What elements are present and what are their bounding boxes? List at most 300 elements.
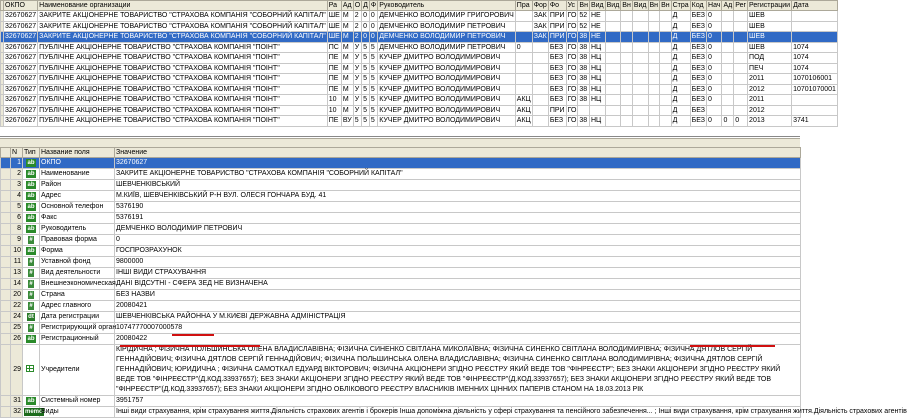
- cell-c16[interactable]: [648, 116, 660, 127]
- field-value[interactable]: М.КИЇВ, ШЕВЧЕНКІВСЬКИЙ Р-Н ВУЛ. ОЛЕСЯ ГОНЧАРА БУД. 41: [115, 191, 801, 202]
- cell-c12[interactable]: НЦ: [589, 116, 605, 127]
- field-row[interactable]: [1, 180, 801, 191]
- cell-c21[interactable]: 0: [722, 116, 734, 127]
- cell-c22[interactable]: [734, 95, 748, 106]
- cell-c7[interactable]: АКЦ: [516, 117, 531, 124]
- cell-c22[interactable]: [734, 42, 748, 53]
- cell-c1[interactable]: ШЕ: [328, 22, 340, 30]
- cell-c24[interactable]: [792, 95, 838, 106]
- cell-c21[interactable]: [722, 42, 734, 53]
- column-header[interactable]: Значение: [115, 148, 801, 158]
- field-row[interactable]: [1, 290, 801, 301]
- cell-c10[interactable]: ГО: [567, 117, 577, 124]
- cell-c5[interactable]: 5: [369, 74, 377, 85]
- cell-c17[interactable]: [660, 74, 672, 85]
- cell-c2[interactable]: М: [341, 21, 353, 32]
- cell-c4[interactable]: 5: [362, 53, 370, 64]
- field-row[interactable]: [1, 246, 801, 257]
- cell-c16[interactable]: [648, 53, 660, 64]
- cell-c15[interactable]: [632, 116, 648, 127]
- cell-c3[interactable]: У: [353, 74, 361, 85]
- cell-c4[interactable]: 5: [362, 84, 370, 95]
- cell-c14[interactable]: [621, 32, 633, 43]
- cell-c11[interactable]: 38: [578, 53, 590, 64]
- column-header[interactable]: Вид: [633, 2, 647, 9]
- cell-c5[interactable]: 5: [369, 53, 377, 64]
- cell-c13[interactable]: [605, 116, 621, 127]
- cell-head[interactable]: ДЕМЧЕНКО ВОЛОДИМИР ПЕТРОВИЧ: [378, 21, 516, 32]
- cell-name[interactable]: ПУБЛІЧНЕ АКЦІОНЕРНЕ ТОВАРИСТВО "СТРАХОВА КОМПАНІЯ "ПОІНТ": [38, 74, 328, 85]
- cell-c19[interactable]: БЕЗ: [691, 106, 706, 114]
- cell-c15[interactable]: [632, 11, 648, 22]
- cell-c4[interactable]: 0: [362, 32, 370, 43]
- cell-c18[interactable]: Д: [671, 53, 690, 64]
- column-header[interactable]: Ра: [327, 1, 341, 11]
- cell-c8[interactable]: [532, 42, 548, 53]
- cell-c9[interactable]: БЕЗ: [548, 84, 566, 95]
- cell-c17[interactable]: [660, 53, 672, 64]
- field-value[interactable]: 5376191: [115, 213, 801, 224]
- field-value[interactable]: 5376190: [115, 202, 801, 213]
- cell-c17[interactable]: [660, 84, 672, 95]
- cell-c15[interactable]: [632, 95, 648, 106]
- cell-c8[interactable]: [532, 63, 548, 74]
- column-header[interactable]: Нач: [708, 2, 721, 9]
- field-value[interactable]: ЗАКРИТЕ АКЦІОНЕРНЕ ТОВАРИСТВО "СТРАХОВА КОМПАНІЯ "СОБОРНИЙ КАПІТАЛ": [115, 169, 801, 180]
- cell-c14[interactable]: [621, 116, 633, 127]
- column-header[interactable]: Стра: [672, 2, 689, 9]
- row-indicator[interactable]: [1, 334, 11, 345]
- cell-okpo[interactable]: 32670627: [5, 64, 37, 72]
- cell-c11[interactable]: 38: [578, 95, 590, 106]
- cell-head[interactable]: ДЕМЧЕНКО ВОЛОДИМИР ГРИГОРОВИЧ: [379, 12, 514, 19]
- cell-c12[interactable]: НЦ: [589, 84, 605, 95]
- cell-c3[interactable]: У: [353, 63, 361, 74]
- cell-c4[interactable]: 0: [362, 21, 370, 32]
- cell-head[interactable]: КУЧЕР ДМИТРО ВОЛОДИМИРОВИЧ: [378, 95, 516, 106]
- cell-c7[interactable]: [515, 32, 532, 43]
- cell-c3[interactable]: У: [353, 105, 361, 116]
- cell-c13[interactable]: [605, 63, 621, 74]
- cell-c12[interactable]: НЦ: [589, 53, 605, 64]
- cell-c3[interactable]: 2: [353, 21, 361, 32]
- cell-c20[interactable]: 0: [707, 11, 722, 22]
- cell-c14[interactable]: [621, 53, 633, 64]
- cell-name[interactable]: ПУБЛІЧНЕ АКЦІОНЕРНЕ ТОВАРИСТВО "СТРАХОВА КОМПАНІЯ "ПОІНТ": [38, 53, 328, 64]
- cell-c12[interactable]: НЦ: [589, 42, 605, 53]
- cell-c20[interactable]: 0: [707, 53, 722, 64]
- field-row[interactable]: [1, 396, 801, 407]
- cell-c2[interactable]: М: [341, 32, 353, 43]
- column-header[interactable]: Вн: [622, 2, 631, 9]
- cell-c23[interactable]: 2011: [748, 74, 792, 85]
- cell-name[interactable]: ПУБЛІЧНЕ АКЦІОНЕРНЕ ТОВАРИСТВО "СТРАХОВА КОМПАНІЯ "ПОІНТ": [38, 63, 328, 74]
- cell-c19[interactable]: БЕЗ: [691, 33, 706, 40]
- organization-row[interactable]: [1, 42, 838, 53]
- cell-c22[interactable]: [734, 11, 748, 22]
- cell-c4[interactable]: 5: [362, 105, 370, 116]
- cell-c13[interactable]: [605, 53, 621, 64]
- organization-row[interactable]: [1, 116, 838, 127]
- cell-c7[interactable]: [515, 11, 532, 22]
- cell-name[interactable]: ЗАКРИТЕ АКЦІОНЕРНЕ ТОВАРИСТВО "СТРАХОВА КОМПАНІЯ "СОБОРНИЙ КАПІТАЛ": [39, 22, 326, 30]
- cell-okpo[interactable]: 32670627: [5, 85, 37, 93]
- cell-c2[interactable]: М: [341, 74, 353, 85]
- cell-c22[interactable]: [734, 53, 748, 64]
- field-value[interactable]: 20080422: [115, 334, 801, 345]
- row-indicator[interactable]: [1, 224, 11, 235]
- column-header[interactable]: Ус: [566, 1, 578, 11]
- cell-c1[interactable]: ПЕ: [327, 84, 341, 95]
- cell-c5[interactable]: 5: [369, 105, 377, 116]
- cell-c24[interactable]: [792, 11, 838, 22]
- column-header[interactable]: О: [354, 2, 361, 9]
- cell-c8[interactable]: [532, 95, 548, 106]
- cell-head[interactable]: КУЧЕР ДМИТРО ВОЛОДИМИРОВИЧ: [378, 116, 516, 127]
- cell-c21[interactable]: [722, 105, 734, 116]
- cell-c16[interactable]: [648, 84, 660, 95]
- cell-c23[interactable]: 2011: [748, 95, 792, 106]
- field-value[interactable]: ДЕМЧЕНКО ВОЛОДИМИР ПЕТРОВИЧ: [115, 224, 801, 235]
- cell-c19[interactable]: БЕЗ: [691, 64, 706, 72]
- cell-c9[interactable]: БЕЗ: [548, 53, 566, 64]
- column-header[interactable]: Вн: [579, 2, 588, 9]
- cell-c8[interactable]: [532, 74, 548, 85]
- cell-c7[interactable]: [515, 53, 532, 64]
- cell-c2[interactable]: М: [341, 53, 353, 64]
- cell-c23[interactable]: 2013: [748, 116, 792, 127]
- cell-c17[interactable]: [660, 42, 672, 53]
- row-indicator[interactable]: [1, 345, 11, 396]
- cell-c13[interactable]: [605, 32, 621, 43]
- cell-c1[interactable]: 10: [327, 105, 341, 116]
- organization-row[interactable]: [1, 84, 838, 95]
- cell-c14[interactable]: [621, 21, 633, 32]
- cell-c7[interactable]: [515, 74, 532, 85]
- cell-c10[interactable]: ГО: [567, 33, 577, 40]
- field-row[interactable]: [1, 224, 801, 235]
- column-header[interactable]: Тип: [23, 148, 40, 158]
- organization-row[interactable]: [1, 95, 838, 106]
- cell-c10[interactable]: ГО: [567, 106, 577, 114]
- cell-c4[interactable]: 5: [362, 42, 370, 53]
- cell-c22[interactable]: 0: [734, 116, 748, 127]
- cell-c18[interactable]: Д: [671, 32, 690, 43]
- cell-c18[interactable]: Д: [671, 95, 690, 106]
- cell-c12[interactable]: НЕ: [589, 32, 605, 43]
- column-header[interactable]: Фо: [548, 1, 566, 11]
- field-row[interactable]: [1, 235, 801, 246]
- cell-c16[interactable]: [648, 21, 660, 32]
- cell-c3[interactable]: У: [353, 42, 361, 53]
- cell-c13[interactable]: [605, 84, 621, 95]
- cell-c19[interactable]: БЕЗ: [691, 22, 706, 30]
- cell-c16[interactable]: [648, 11, 660, 22]
- cell-c1[interactable]: ШЕ: [328, 33, 340, 40]
- cell-c21[interactable]: [722, 21, 734, 32]
- cell-c24[interactable]: [792, 105, 838, 116]
- row-indicator[interactable]: [1, 169, 11, 180]
- field-value[interactable]: БЕЗ НАЗВИ: [115, 290, 801, 301]
- column-header[interactable]: Вн: [661, 2, 670, 9]
- field-value[interactable]: 3951757: [115, 396, 801, 407]
- row-indicator[interactable]: [1, 407, 11, 418]
- row-indicator[interactable]: [1, 158, 11, 169]
- cell-c21[interactable]: [722, 74, 734, 85]
- row-indicator[interactable]: [1, 246, 11, 257]
- field-row[interactable]: [1, 345, 801, 396]
- cell-c7[interactable]: 0: [515, 42, 532, 53]
- field-row[interactable]: [1, 279, 801, 290]
- column-header[interactable]: Дата: [792, 1, 838, 11]
- cell-name[interactable]: ПУБЛІЧНЕ АКЦІОНЕРНЕ ТОВАРИСТВО "СТРАХОВА КОМПАНІЯ "ПОІНТ": [38, 116, 328, 127]
- row-indicator[interactable]: [1, 180, 11, 191]
- column-header[interactable]: Вид: [590, 2, 604, 9]
- column-header[interactable]: Рег: [735, 2, 747, 9]
- cell-c13[interactable]: [605, 11, 621, 22]
- field-value[interactable]: ІНШІ ВИДИ СТРАХУВАННЯ: [115, 268, 801, 279]
- cell-c23[interactable]: ШЕВ: [748, 32, 792, 43]
- organization-row[interactable]: [1, 63, 838, 74]
- cell-c21[interactable]: [722, 11, 734, 22]
- cell-c8[interactable]: ЗАК: [533, 33, 547, 40]
- cell-c2[interactable]: М: [341, 42, 353, 53]
- field-row[interactable]: [1, 301, 801, 312]
- column-header[interactable]: Ад: [342, 2, 352, 9]
- cell-c14[interactable]: [621, 63, 633, 74]
- field-value[interactable]: 32670627: [115, 158, 801, 169]
- organization-row[interactable]: [1, 32, 838, 43]
- cell-c17[interactable]: [660, 116, 672, 127]
- cell-c19[interactable]: БЕЗ: [691, 85, 706, 93]
- field-value[interactable]: ГОСПРОЗРАХУНОК: [115, 246, 801, 257]
- column-header[interactable]: Название поля: [40, 148, 115, 158]
- cell-c22[interactable]: [734, 21, 748, 32]
- cell-c8[interactable]: [532, 84, 548, 95]
- organization-row[interactable]: [1, 105, 838, 116]
- organization-row[interactable]: [1, 21, 838, 32]
- cell-c17[interactable]: [660, 95, 672, 106]
- organization-row[interactable]: [1, 53, 838, 64]
- cell-c23[interactable]: ШЕВ: [748, 11, 792, 22]
- cell-c19[interactable]: БЕЗ: [691, 54, 706, 61]
- field-row[interactable]: [1, 191, 801, 202]
- cell-c14[interactable]: [621, 95, 633, 106]
- cell-c22[interactable]: [734, 74, 748, 85]
- cell-c24[interactable]: [792, 32, 838, 43]
- cell-c11[interactable]: 38: [578, 32, 590, 43]
- cell-c4[interactable]: 0: [362, 11, 370, 22]
- field-value[interactable]: ДАНІ ВІДСУТНІ - СФЕРА ЗЕД НЕ ВИЗНАЧЕНА: [115, 279, 801, 290]
- cell-c19[interactable]: БЕЗ: [691, 117, 706, 124]
- cell-c15[interactable]: [632, 53, 648, 64]
- field-row[interactable]: [1, 169, 801, 180]
- column-header[interactable]: Д: [363, 2, 368, 9]
- cell-head[interactable]: КУЧЕР ДМИТРО ВОЛОДИМИРОВИЧ: [378, 105, 516, 116]
- cell-c5[interactable]: 0: [369, 21, 377, 32]
- field-row[interactable]: [1, 257, 801, 268]
- cell-okpo[interactable]: 32670627: [5, 22, 37, 30]
- cell-okpo[interactable]: 32670627: [5, 54, 37, 61]
- cell-c5[interactable]: 5: [369, 116, 377, 127]
- cell-name[interactable]: ПУБЛІЧНЕ АКЦІОНЕРНЕ ТОВАРИСТВО "СТРАХОВА КОМПАНІЯ "ПОІНТ": [38, 42, 328, 53]
- cell-c14[interactable]: [621, 74, 633, 85]
- cell-c3[interactable]: 2: [353, 11, 361, 22]
- cell-c10[interactable]: ГО: [567, 22, 577, 30]
- cell-c14[interactable]: [621, 84, 633, 95]
- cell-c20[interactable]: 0: [707, 32, 722, 43]
- cell-c18[interactable]: Д: [671, 116, 690, 127]
- cell-c9[interactable]: БЕЗ: [548, 42, 566, 53]
- row-indicator[interactable]: [1, 312, 11, 323]
- cell-c16[interactable]: [648, 32, 660, 43]
- cell-c12[interactable]: НЦ: [589, 95, 605, 106]
- cell-c11[interactable]: 38: [578, 116, 590, 127]
- cell-c9[interactable]: БЕЗ: [548, 116, 566, 127]
- cell-c11[interactable]: 38: [578, 63, 590, 74]
- cell-head[interactable]: ДЕМЧЕНКО ВОЛОДИМИР ПЕТРОВИЧ: [378, 42, 516, 53]
- column-header[interactable]: Регистрации: [749, 2, 791, 9]
- cell-c10[interactable]: ГО: [567, 64, 577, 72]
- cell-c1[interactable]: 10: [327, 95, 341, 106]
- column-header[interactable]: Вид: [606, 2, 620, 9]
- cell-c20[interactable]: [707, 105, 722, 116]
- cell-c4[interactable]: 5: [362, 95, 370, 106]
- field-row[interactable]: [1, 334, 801, 345]
- cell-c12[interactable]: НЕ: [589, 11, 605, 22]
- cell-c20[interactable]: 0: [707, 63, 722, 74]
- cell-c1[interactable]: ПЕ: [327, 74, 341, 85]
- cell-c19[interactable]: БЕЗ: [691, 75, 706, 82]
- cell-c18[interactable]: Д: [671, 105, 690, 116]
- cell-c4[interactable]: 5: [362, 63, 370, 74]
- field-value[interactable]: 20080421: [115, 301, 801, 312]
- cell-c11[interactable]: 38: [578, 74, 590, 85]
- cell-c23[interactable]: ШЕВ: [748, 21, 792, 32]
- cell-c5[interactable]: 5: [369, 42, 377, 53]
- cell-c1[interactable]: ШЕ: [328, 12, 340, 19]
- field-value[interactable]: Інші види страхування, крім страхування життя.Діяльність страхових агентів і брокерів Інша допоміжна діяльність у сфері страхування та пенсійного забезпечення... ; Інші види страхування, крім страхування життя.Діяльність страхових агентів: [115, 407, 801, 418]
- cell-c10[interactable]: ГО: [567, 12, 577, 19]
- cell-c18[interactable]: Д: [671, 74, 690, 85]
- cell-c22[interactable]: [734, 63, 748, 74]
- field-value[interactable]: 10747770007000578: [115, 323, 801, 334]
- field-row[interactable]: [1, 312, 801, 323]
- cell-c3[interactable]: 2: [353, 32, 361, 43]
- cell-c1[interactable]: ПС: [327, 42, 341, 53]
- cell-c18[interactable]: Д: [671, 21, 690, 32]
- cell-c17[interactable]: [660, 21, 672, 32]
- cell-name[interactable]: ЗАКРИТЕ АКЦІОНЕРНЕ ТОВАРИСТВО "СТРАХОВА КОМПАНІЯ "СОБОРНИЙ КАПІТАЛ": [39, 33, 326, 40]
- cell-c9[interactable]: ПРИ: [549, 33, 565, 40]
- cell-c20[interactable]: 0: [707, 74, 722, 85]
- cell-c9[interactable]: ПРИ: [549, 12, 565, 19]
- cell-c9[interactable]: БЕЗ: [548, 95, 566, 106]
- cell-c22[interactable]: [734, 105, 748, 116]
- field-value[interactable]: КІРІДИЧНА ; ФІЗИЧНА ПОЛЬШИНСЬКА ОЛЕНА ВЛАДИСЛАВІВНА; ФІЗИЧНА СИНЕНКО СВІТЛАНА МИКОЛАЇВНА; ФІЗИЧНА СИНЕНКО СВІТЛАНА ВОЛОДИМИРІВНА; ФІЗИЧНА ДЯТЛОВ СЕРГІЙ ГЕННАДІЙОВИЧ; ФІЗИЧНА ДЯТЛОВ СЕРГІЙ ГЕННАДІЙОВИЧ; ФІЗИЧНА ПОЛЬШИНСЬКА ОЛЕНА ВЛАДИСЛАВІВНА; ФІЗИЧНА СИНЕНКО СВІТЛАНА ВОЛОДИМИРІВНА; ФІЗИЧНА ДЯТЛОВ СЕРГІЙ ГЕННАДІЙОВИЧ; ЮРИДИЧНА ; ФІЗИЧНА САМОТКАЛ ЕДУАРД ВІКТОРОВИЧ; ФІЗИЧНА АКЦІОНЕРИ ЗГІДНО РЕЄСТРУ ЯКИЙ ВЕДЕ ТОВ "ФІНРЕЄСТР"; БЕЗ ЗНАКИ АКЦІОНЕРИ ЗГІДНО РЕЄСТРУ ЯКИЙ ВЕДЕ ТОВ "ФІНРЕЄСТР"(Д.КОД.33937657); БЕЗ ЗНАКИ АКЦІОНЕРИ ЗГІДНО РЕЄСТРУ ЯКИЙ ВЕДЕ ТОВ "ФІНРЕЄСТР"(Д.КОД.33937657); БЕЗ ЗНАКИ АКЦІОНЕРИ ЗГІДНО РЕЄСТРУ ЯКИЙ ВЕДЕ ТОВ "ФІНРЕЄСТР"(Д.КОД.33937657); БЕЗ ЗНАКИ АКЦІОНЕРИ ЗГІДНО ОБЛІКОВОГО РЕЄСТРУ ВЛАСНИКІВ ІМЕННИХ ЦІННИХ ПАПЕРІВ СТАНОМ НА 18.03.2013 РІК: [115, 345, 801, 396]
- field-row[interactable]: [1, 202, 801, 213]
- cell-c2[interactable]: М: [341, 63, 353, 74]
- cell-c13[interactable]: [605, 74, 621, 85]
- organizations-grid[interactable]: [0, 0, 836, 137]
- row-indicator[interactable]: [1, 268, 11, 279]
- cell-c20[interactable]: 0: [707, 42, 722, 53]
- cell-c23[interactable]: 2012: [748, 84, 792, 95]
- cell-c9[interactable]: БЕЗ: [548, 63, 566, 74]
- cell-c3[interactable]: У: [353, 95, 361, 106]
- cell-c5[interactable]: 0: [369, 11, 377, 22]
- cell-c12[interactable]: НЕ: [589, 21, 605, 32]
- field-row[interactable]: [1, 158, 801, 169]
- row-indicator[interactable]: [1, 396, 11, 407]
- field-row[interactable]: [1, 213, 801, 224]
- cell-c13[interactable]: [605, 105, 621, 116]
- cell-c11[interactable]: 38: [578, 84, 590, 95]
- cell-c9[interactable]: ПРИ: [549, 22, 565, 30]
- cell-c13[interactable]: [605, 21, 621, 32]
- cell-c20[interactable]: 0: [707, 116, 722, 127]
- row-indicator[interactable]: [1, 202, 11, 213]
- column-header[interactable]: Фор: [533, 2, 547, 9]
- cell-c23[interactable]: 2012: [748, 105, 792, 116]
- cell-c16[interactable]: [648, 63, 660, 74]
- cell-c2[interactable]: М: [341, 11, 353, 22]
- cell-c16[interactable]: [648, 74, 660, 85]
- cell-c11[interactable]: 52: [578, 21, 590, 32]
- row-indicator[interactable]: [1, 279, 11, 290]
- cell-c8[interactable]: ЗАК: [533, 12, 547, 19]
- cell-c17[interactable]: [660, 63, 672, 74]
- cell-c15[interactable]: [632, 105, 648, 116]
- cell-c21[interactable]: [722, 63, 734, 74]
- cell-c22[interactable]: [734, 32, 748, 43]
- cell-c21[interactable]: [722, 53, 734, 64]
- row-indicator[interactable]: [1, 323, 11, 334]
- cell-c23[interactable]: ПЕЧ: [748, 63, 792, 74]
- cell-c21[interactable]: [722, 32, 734, 43]
- cell-c14[interactable]: [621, 11, 633, 22]
- row-indicator[interactable]: [1, 235, 11, 246]
- cell-c24[interactable]: 1074: [792, 42, 838, 53]
- cell-okpo[interactable]: 32670627: [5, 106, 37, 114]
- cell-c7[interactable]: [515, 21, 532, 32]
- cell-c16[interactable]: [648, 105, 660, 116]
- cell-c19[interactable]: БЕЗ: [691, 43, 706, 51]
- column-header[interactable]: Ад: [723, 2, 733, 9]
- cell-c8[interactable]: [532, 116, 548, 127]
- cell-c10[interactable]: ГО: [567, 75, 577, 82]
- cell-c7[interactable]: АКЦ: [516, 96, 531, 103]
- cell-c3[interactable]: У: [353, 84, 361, 95]
- record-fields-grid[interactable]: [0, 147, 907, 415]
- cell-okpo[interactable]: 32670627: [5, 12, 37, 19]
- cell-head[interactable]: КУЧЕР ДМИТРО ВОЛОДИМИРОВИЧ: [378, 63, 516, 74]
- cell-c15[interactable]: [632, 21, 648, 32]
- cell-c13[interactable]: [605, 42, 621, 53]
- cell-c22[interactable]: [734, 84, 748, 95]
- column-header[interactable]: Код: [690, 1, 706, 11]
- row-indicator[interactable]: [1, 290, 11, 301]
- field-row[interactable]: [1, 323, 801, 334]
- cell-c8[interactable]: [532, 53, 548, 64]
- cell-c17[interactable]: [660, 11, 672, 22]
- cell-okpo[interactable]: 32670627: [5, 75, 37, 82]
- organization-row[interactable]: [1, 74, 838, 85]
- cell-c5[interactable]: 5: [369, 84, 377, 95]
- cell-c18[interactable]: Д: [671, 63, 690, 74]
- cell-c5[interactable]: 5: [369, 63, 377, 74]
- cell-c24[interactable]: [792, 21, 838, 32]
